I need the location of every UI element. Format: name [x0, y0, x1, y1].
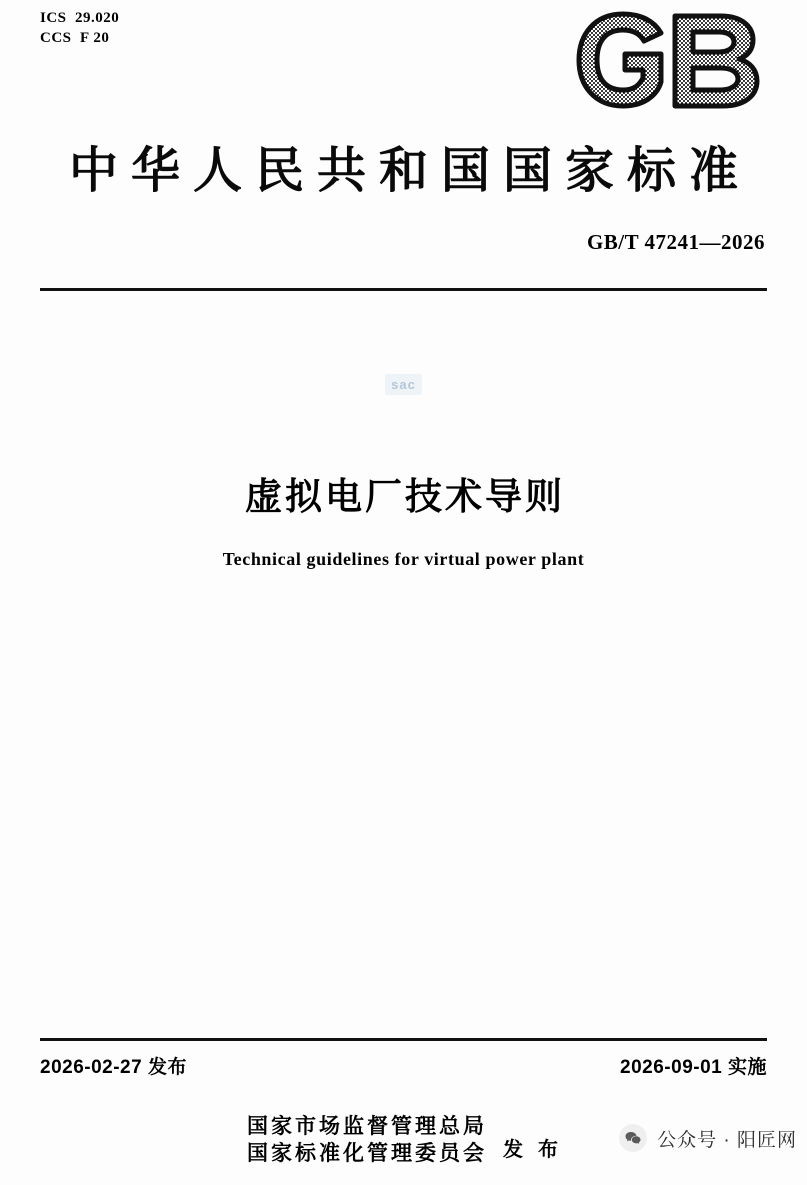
document-title-cn: 虚拟电厂技术导则	[245, 477, 565, 518]
issuer-names	[244, 1113, 487, 1167]
divider-top	[40, 288, 767, 291]
sac-watermark-text: sac	[385, 374, 422, 395]
wechat-promo-badge	[619, 1124, 797, 1152]
standard-number: GB/T 47241—2026	[586, 230, 765, 254]
wechat-promo-text: 公众号 · 阳匠网	[657, 1129, 797, 1151]
ccs-code: CCS F 20	[40, 30, 110, 46]
issue-date: 2026-02-27 发布	[40, 1057, 187, 1078]
document-title-en: Technical guidelines for virtual power plant	[222, 549, 585, 569]
implementation-date: 2026-09-01 实施	[620, 1057, 767, 1078]
ics-code: ICS 29.020	[40, 10, 120, 26]
wechat-icon	[619, 1124, 647, 1152]
issue-verb: 发 布	[503, 1138, 563, 1161]
issuer-line-2: 国家标准化管理委员会	[247, 1141, 487, 1165]
issuer-line-1: 国家市场监督管理总局	[247, 1114, 487, 1138]
ics-ccs-block	[40, 8, 119, 48]
sac-watermark	[0, 374, 807, 395]
national-standard-title: 中华人民共和国国家标准	[68, 143, 751, 198]
gb-logo	[571, 8, 771, 112]
divider-bottom	[40, 1038, 767, 1041]
